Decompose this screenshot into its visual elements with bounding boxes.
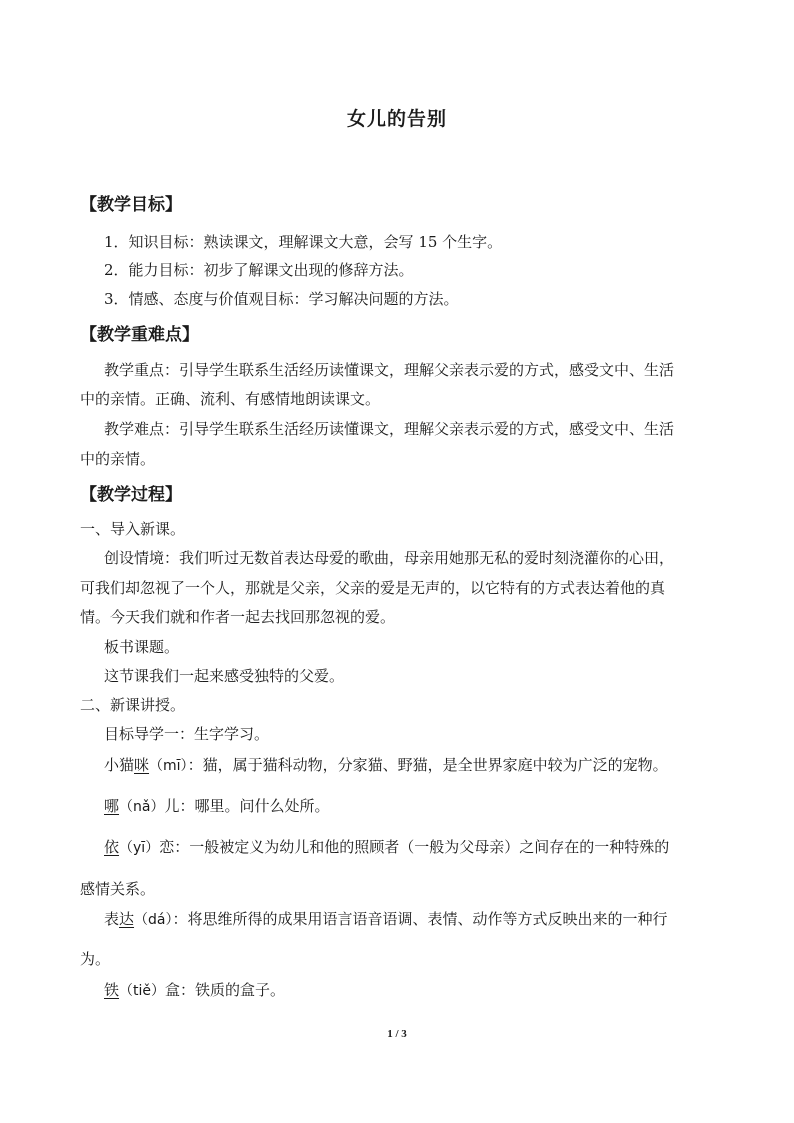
vocab-yi bbox=[104, 837, 669, 858]
vocab-da bbox=[104, 909, 668, 930]
vocab-na-definition: 儿：哪里。问什么处所。 bbox=[164, 797, 330, 815]
vocab-da-continued: 为。 bbox=[80, 950, 111, 968]
vocab-mi bbox=[104, 755, 668, 776]
vocab-mi-char: 咪 bbox=[134, 756, 150, 774]
vocab-da-char: 达 bbox=[119, 910, 135, 928]
difficulty-line-2: 中的亲情。 bbox=[80, 450, 156, 468]
goal-item-2: 2．能力目标：初步了解课文出现的修辞方法。 bbox=[104, 261, 414, 279]
intro-line-1: 创设情境：我们听过无数首表达母爱的歌曲，母亲用她那无私的爱时刻浇灌你的心田， bbox=[104, 549, 675, 567]
vocab-yi-definition: 恋：一般被定义为幼儿和他的照顾者（一般为父母亲）之间存在的一种特殊的 bbox=[159, 838, 670, 856]
heading-goals: 【教学目标】 bbox=[80, 195, 182, 215]
vocab-da-definition: ：将思维所得的成果用语言语音语调、表情、动作等方式反映出来的一种行 bbox=[172, 910, 668, 928]
vocab-da-prefix: 表 bbox=[104, 910, 120, 928]
goal-item-1: 1．知识目标：熟读课文，理解课文大意，会写 15 个生字。 bbox=[104, 233, 503, 251]
goal-item-3: 3．情感、态度与价值观目标：学习解决问题的方法。 bbox=[104, 290, 459, 308]
difficulty-line-1: 教学难点：引导学生联系生活经历读懂课文，理解父亲表示爱的方式，感受文中、生活 bbox=[104, 420, 675, 438]
page-number: 1 / 3 bbox=[387, 1028, 407, 1040]
vocab-na bbox=[104, 796, 329, 817]
vocab-na-pinyin: （nǎ） bbox=[119, 799, 165, 815]
vocab-mi-definition: ：猫，属于猫科动物，分家猫、野猫，是全世界家庭中较为广泛的宠物。 bbox=[187, 756, 668, 774]
focus-line-1: 教学重点：引导学生联系生活经历读懂课文，理解父亲表示爱的方式，感受文中、生活 bbox=[104, 361, 675, 379]
vocab-tie bbox=[104, 980, 285, 1001]
intro-line-3: 情。今天我们就和作者一起去找回那忽视的爱。 bbox=[80, 608, 396, 626]
vocab-yi-pinyin: （yī） bbox=[119, 840, 160, 856]
vocab-yi-continued: 感情关系。 bbox=[80, 880, 156, 898]
feel-line: 这节课我们一起来感受独特的父爱。 bbox=[104, 667, 345, 685]
heading-keypoints: 【教学重难点】 bbox=[80, 325, 199, 345]
intro-line-2: 可我们却忽视了一个人，那就是父亲，父亲的爱是无声的，以它特有的方式表达着他的真 bbox=[80, 579, 666, 597]
page-title: 女儿的告别 bbox=[346, 108, 447, 130]
vocab-tie-char: 铁 bbox=[104, 981, 120, 999]
focus-line-2: 中的亲情。正确、流利、有感情地朗读课文。 bbox=[80, 390, 381, 408]
vocab-mi-prefix: 小猫 bbox=[104, 756, 135, 774]
board-line: 板书课题。 bbox=[104, 638, 180, 656]
part2-title: 二、新课讲授。 bbox=[80, 696, 186, 714]
vocab-mi-pinyin: （mī） bbox=[149, 758, 188, 774]
vocab-tie-definition: 盒：铁质的盒子。 bbox=[165, 981, 286, 999]
heading-process: 【教学过程】 bbox=[80, 485, 182, 505]
vocab-da-pinyin: （dá） bbox=[134, 912, 173, 928]
part1-title: 一、导入新课。 bbox=[80, 520, 186, 538]
goal1-line: 目标导学一：生字学习。 bbox=[104, 725, 270, 743]
vocab-tie-pinyin: （tiě） bbox=[119, 983, 166, 999]
vocab-na-char: 哪 bbox=[104, 797, 120, 815]
vocab-yi-char: 依 bbox=[104, 838, 120, 856]
